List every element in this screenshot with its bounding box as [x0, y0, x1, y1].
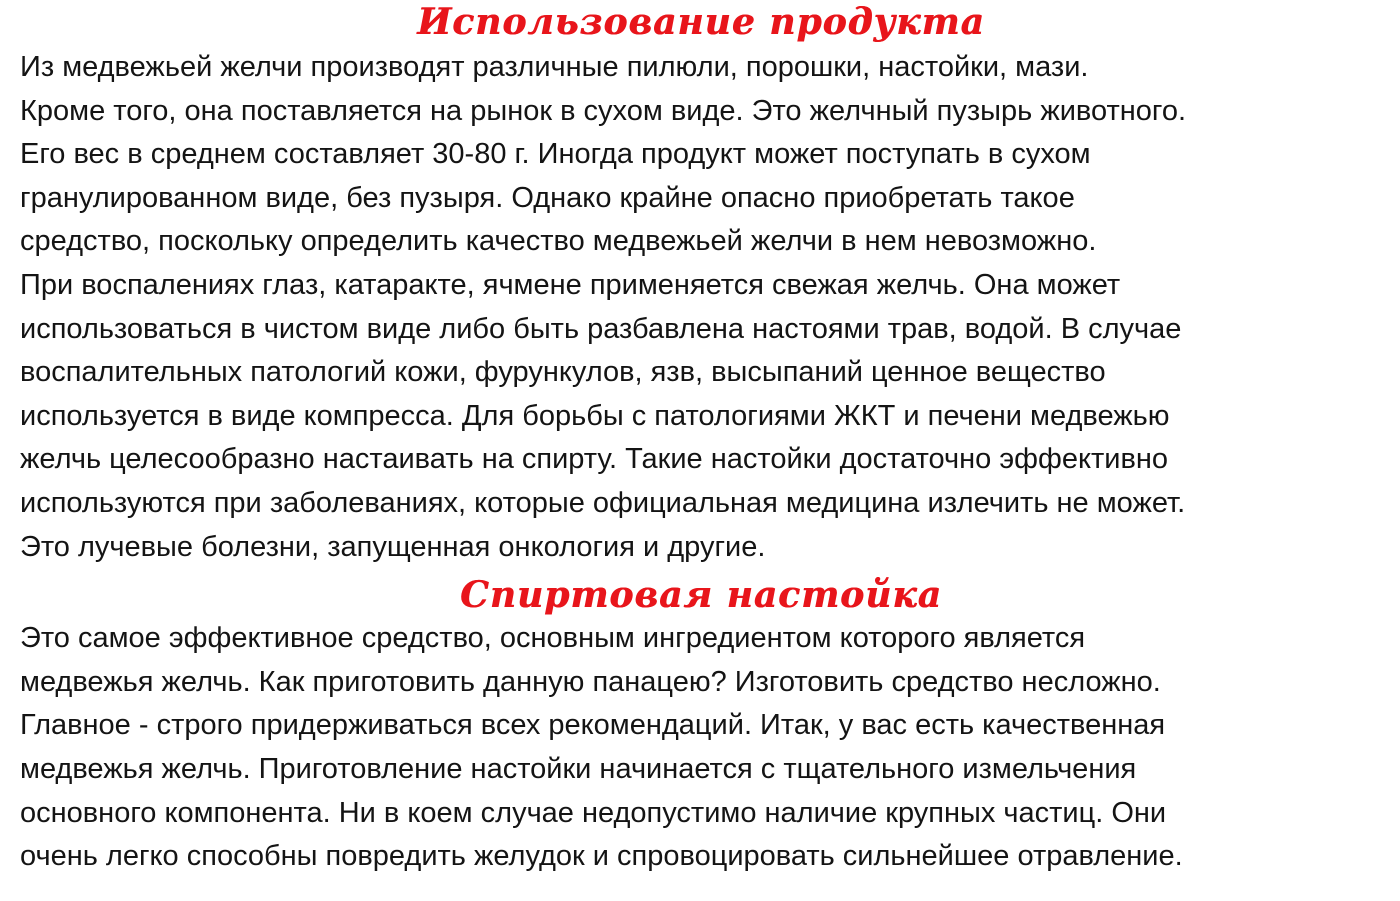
- section-title-alcohol-tincture: Спиртовая настойка: [460, 574, 942, 617]
- paragraph-tincture-preparation: Это самое эффективное средство, основным ингредиентом которого является медвежья желчь. Как приготовить данную панацею? Изготовить средство несложно. Главное - строго придерживаться всех рекомендаций. Итак, у вас есть качественная медвежья желчь. Приготовление настойки начинается с тщательного измельчения основного компонента. Ни в коем случае недопустимо наличие крупных частиц. Они очень легко способны повредить желудок и спровоцировать сильнейшее отравление.: [20, 622, 1183, 873]
- section-title-product-use: Использование продукта: [417, 1, 985, 43]
- paragraph-medical-uses: При воспалениях глаз, катаракте, ячмене применяется свежая желчь. Она может использоваться в чистом виде либо быть разбавлена настоями трав, водой. В случае воспалительных патологий кожи, фурункулов, язв, высыпаний ценное вещество используется в виде компресса. Для борьбы с патологиями ЖКТ и печени медвежью желчь целесообразно настаивать на спирту. Такие настойки достаточно эффективно используются при заболеваниях, которые официальная медицина излечить не может. Это лучевые болезни, запущенная онкология и другие.: [20, 268, 1186, 563]
- paragraph-product-forms: Из медвежьей желчи производят различные пилюли, порошки, настойки, мази. Кроме того, она поставляется на рынок в сухом виде. Это желчный пузырь животного. Его вес в среднем составляет 30-80 г. Иногда продукт может поступать в сухом гранулированном виде, без пузыря. Однако крайне опасно приобретать такое средство, поскольку определить качество медвежьей желчи в нем невозможно.: [20, 51, 1187, 258]
